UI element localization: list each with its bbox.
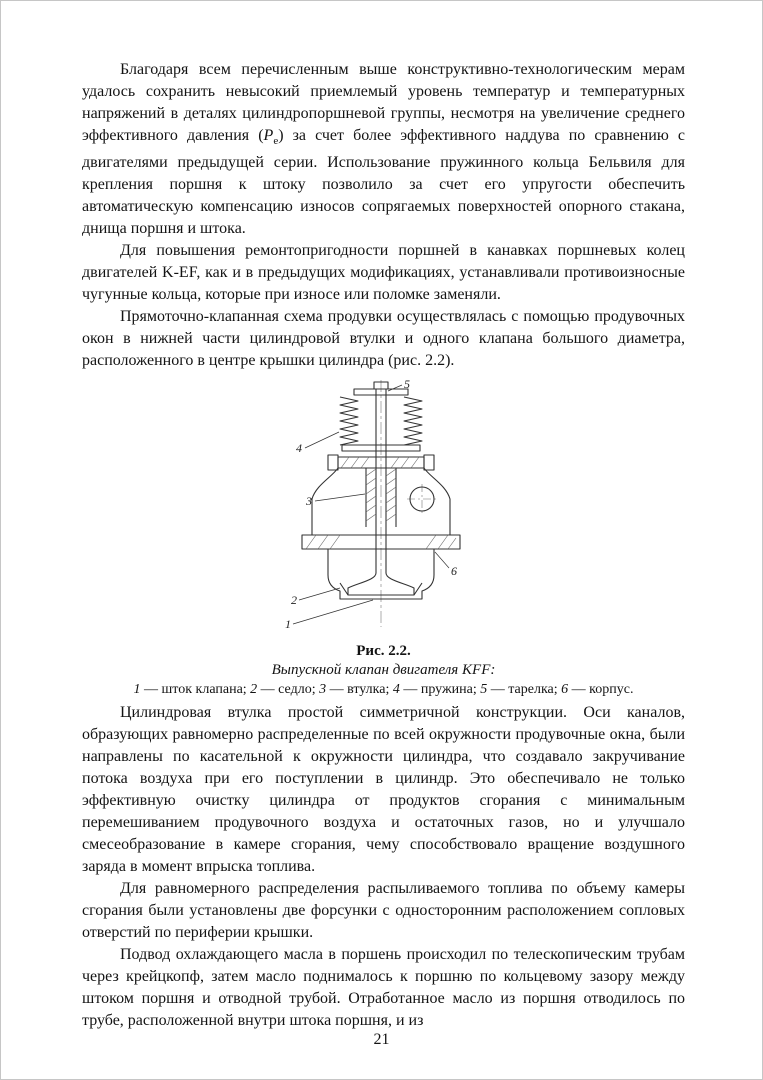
paragraph-1 [82, 59, 685, 240]
page-number: 21 [373, 1031, 390, 1048]
paragraph-text: Благодаря всем перечисленным выше конструктивно-технологическим мерам удалось сохранить невысокий приемлемый уровень температур и температурных напряжений в деталях цилиндропоршневой группы, несмотря на увеличение среднего эффективного давления ( [82, 61, 685, 144]
page-content [82, 59, 685, 1032]
callout-labels [285, 377, 457, 631]
paragraph-4: Цилиндровая втулка простой симметричной конструкции. Оси каналов, образующих равномерно распределенные по всей окружности продувочные окна, были направлены по касательной к окружности цилиндра, что создавало закручивание потока воздуха при его поступлении в цилиндр. Это обеспечивало не только эффективную очистку цилиндра от продуктов сгорания с минимальным перемешиванием продувочного воздуха и остаточных газов, но и улучшало смесеобразование в камере сгорания, чему способствовало вращение воздушного заряда в момент впрыска топлива. [82, 704, 685, 876]
figure-caption [82, 642, 685, 699]
paragraph-3: Прямоточно-клапанная схема продувки осуществлялась с помощью продувочных окон в нижней части цилиндровой втулки и одного клапана большого диаметра, расположенного в центре крышки цилиндра (рис. 2.2). [82, 308, 685, 370]
callout-1: 1 [284, 617, 291, 632]
callout-leaders [290, 385, 449, 624]
variable-subscript: e [273, 135, 279, 148]
paragraph-text: ) за счет более эффективного наддува по сравнению с двигателями предыдущей серии. Использование пружинного кольца Бельвиля для крепления поршня к штоку позволило за счет его упругости обеспечить автоматическую компенсацию износов сопрягаемых поверхностей опорного стакана, днища поршня и штока. [82, 127, 685, 238]
figure-number: Рис. 2.2. [356, 643, 411, 660]
paragraph-6: Подвод охлаждающего масла в поршень происходил по телескопическим трубам через крейцкопф, затем масло поднималось к поршню по кольцевому зазору между штоком поршня и отводной трубой. Отработанное масло из поршня отводилось по трубе, расположенной внутри штока поршня, и из [82, 946, 685, 1030]
figure-title: Выпускной клапан двигателя KFF: [271, 662, 496, 679]
paragraph-5: Для равномерного распределения распыливаемого топлива по объему камеры сгорания были установлены две форсунки с односторонним расположением сопловых отверстий по периферии крышки. [82, 880, 685, 942]
callout-2: 2 [290, 593, 297, 608]
paragraph-2: Для повышения ремонтопригодности поршней в канавках поршневых колец двигателей K-EF, как и в предыдущих модификациях, устанавливали противоизносные чугунные кольца, которые при износе или поломке заменяли. [82, 242, 685, 304]
callout-5: 5 [403, 377, 410, 392]
callout-4: 4 [295, 441, 302, 456]
center-lines [381, 380, 437, 627]
variable-symbol: P [263, 127, 274, 144]
figure-legend: 1 — шток клапана; 2 — седло; 3 — втулка; 4 — пружина; 5 — тарелка; 6 — корпус. [133, 682, 634, 698]
callout-3: 3 [305, 494, 312, 509]
callout-6: 6 [450, 564, 457, 579]
figure-2-2 [82, 377, 685, 699]
valve-diagram [278, 377, 490, 635]
